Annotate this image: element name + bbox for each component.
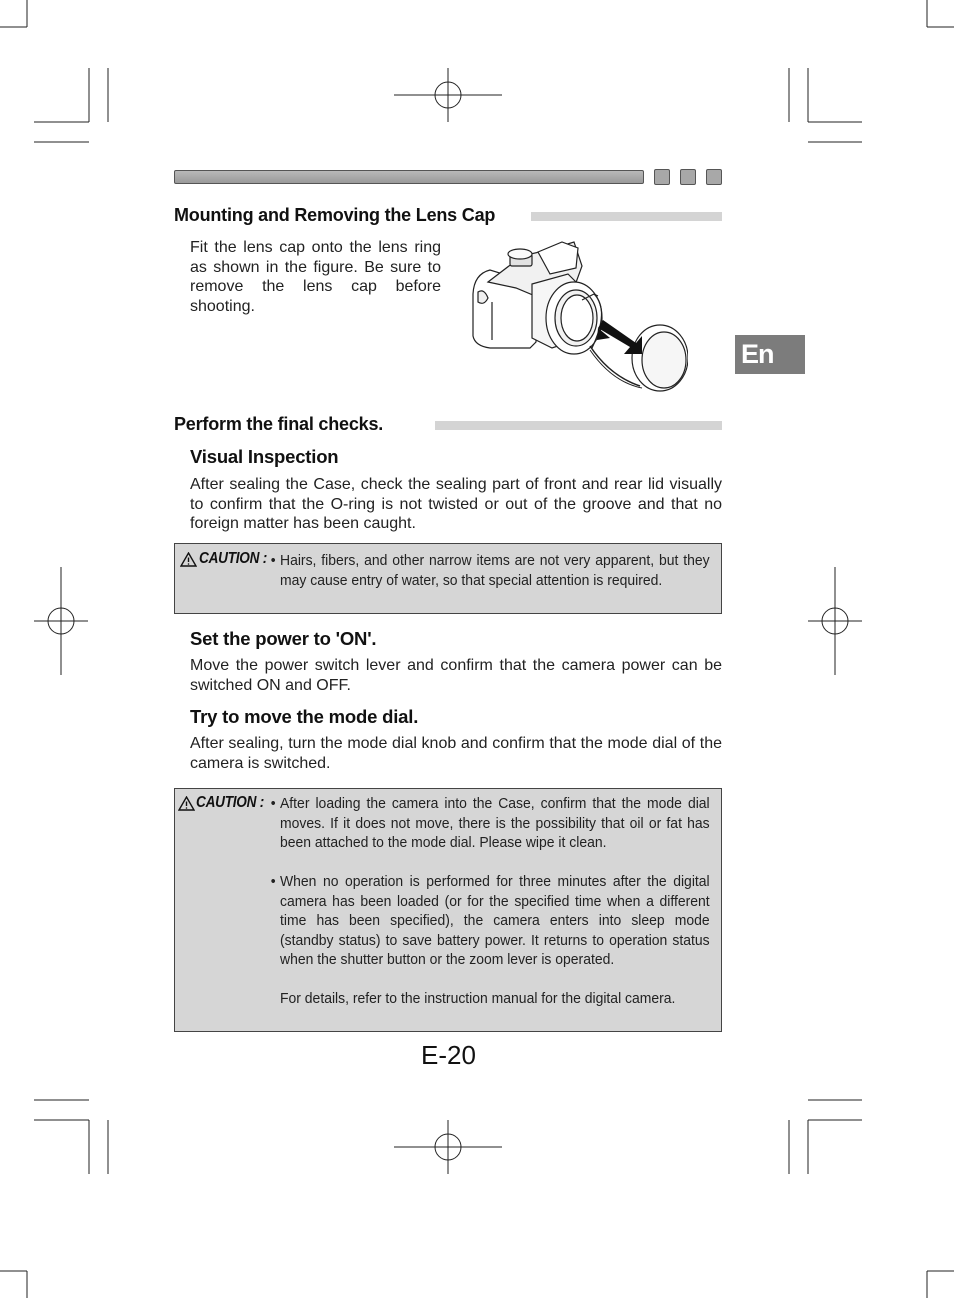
warning-triangle-icon: [180, 552, 197, 567]
language-tab: En: [735, 335, 805, 374]
caution-bullet: • When no operation is performed for three minutes after the digital camera has been loaded (or for the specified time when a different time has been specified), the camera enters into sleep mode (standby status) to save battery power. It returns to operation status when the shutter button or the zoom lever is operated.: [270, 873, 710, 968]
power-heading: Set the power to 'ON'.: [190, 628, 377, 649]
visual-inspection-heading: Visual Inspection: [190, 446, 339, 467]
mode-dial-heading: Try to move the mode dial.: [190, 706, 419, 727]
caution-bullet: • After loading the camera into the Case, confirm that the mode dial moves. If it does not move, there is the possibility that oil or fat has been attached to the mode dial. Please wipe it clean.: [270, 795, 710, 851]
power-text: Move the power switch lever and confirm that the camera power can be switched ON and OFF.: [190, 657, 722, 694]
header-square-1: [654, 169, 670, 185]
caution-label: CAUTION :: [199, 550, 267, 567]
header-square-3: [706, 169, 722, 185]
mode-dial-text: After sealing, turn the mode dial knob and confirm that the mode dial of the camera is switched.: [190, 735, 722, 772]
caution-box: [174, 543, 722, 614]
caution-bullet-text: Hairs, fibers, and other narrow items are not very apparent, but they may cause entry of water, so that special attention is required.: [280, 552, 710, 589]
lens-cap-heading: Mounting and Removing the Lens Cap: [174, 205, 496, 225]
caution-box: [174, 788, 722, 1032]
heading-rule: [531, 212, 722, 221]
caution-note: For details, refer to the instruction manual for the digital camera.: [280, 990, 676, 1007]
header-square-2: [680, 169, 696, 185]
page-number: E-20: [421, 1040, 476, 1070]
warning-triangle-icon: [178, 796, 195, 811]
caution-bullet-text: When no operation is performed for three minutes after the digital camera has been loaded (or for the specified time when a different time has been specified), the camera enters into sleep mode (standby status) to save battery power. It returns to operation status when the shutter button or the zoom lever is operated.: [280, 873, 710, 968]
visual-inspection-text: After sealing the Case, check the sealing part of front and rear lid visually to confirm that the O-ring is not twisted or out of the groove and that no foreign matter has been caught.: [190, 476, 722, 532]
camera-lens-cap-illustration: [470, 236, 688, 398]
heading-rule: [435, 421, 722, 430]
final-checks-heading: Perform the final checks.: [174, 414, 384, 434]
caution-label: CAUTION :: [196, 794, 264, 811]
header-bar: [174, 170, 644, 184]
caution-bullet-text: After loading the camera into the Case, confirm that the mode dial moves. If it does not move, there is the possibility that oil or fat has been attached to the mode dial. Please wipe it clean.: [280, 795, 710, 851]
lens-cap-text: Fit the lens cap onto the lens ring as shown in the figure. Be sure to remove the lens cap before shooting.: [190, 239, 441, 315]
caution-bullet: • Hairs, fibers, and other narrow items are not very apparent, but they may cause entry of water, so that special attention is required.: [270, 552, 710, 589]
